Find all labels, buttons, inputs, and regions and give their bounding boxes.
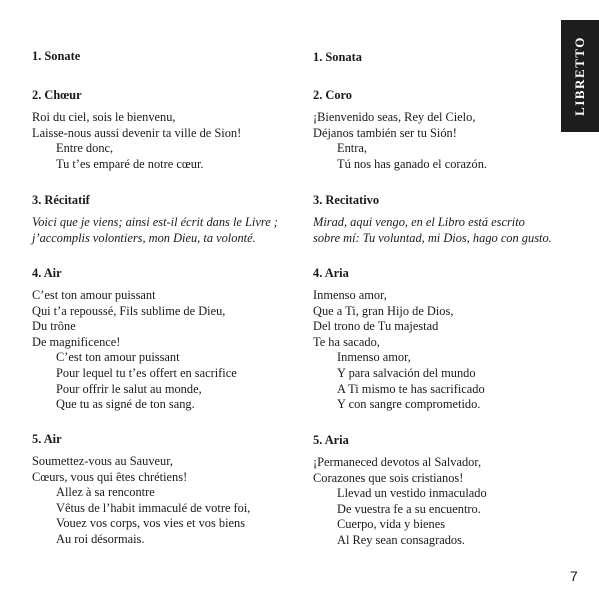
section-heading: 2. Chœur <box>32 88 82 102</box>
section-sonate <box>32 49 287 64</box>
section-heading: 4. Air <box>32 266 62 280</box>
section-coro <box>313 88 563 172</box>
section-heading: 3. Récitatif <box>32 193 90 207</box>
section-air-5 <box>32 432 287 548</box>
lyric-line: Entre donc, <box>56 141 114 156</box>
section-aria-4 <box>313 266 563 413</box>
lyric-line: Entra, <box>337 141 367 156</box>
section-heading: 1. Sonata <box>313 50 362 64</box>
lyric-line: Pour lequel tu t’es offert en sacrifice <box>56 365 237 380</box>
lyric-line: Voici que je viens; ainsi est-il écrit dans le Livre ; <box>32 215 278 229</box>
lyric-line: De vuestra fe a su encuentro. <box>337 501 481 516</box>
lyric-line: Vouez vos corps, vos vies et vos biens <box>56 516 246 531</box>
lyric-line: sobre mí: Tu voluntad, mi Dios, hago con gusto. <box>313 230 552 245</box>
lyric-line: Llevad un vestido inmaculado <box>337 486 487 501</box>
section-recitativo <box>313 193 563 246</box>
lyric-line: Corazones que sois cristianos! <box>313 470 464 485</box>
lyric-line: A Ti mismo te has sacrificado <box>337 381 485 396</box>
lyric-line: Cœurs, vous qui êtes chrétiens! <box>32 469 188 484</box>
lyric-line: Du trône <box>32 319 76 334</box>
lyric-line: Inmenso amor, <box>337 350 411 365</box>
lyric-line: Del trono de Tu majestad <box>313 319 439 334</box>
lyric-line: Inmenso amor, <box>313 288 387 302</box>
section-heading: 5. Air <box>32 432 62 446</box>
lyric-line: ¡Bienvenido seas, Rey del Cielo, <box>313 110 476 124</box>
lyric-line: Laisse-nous aussi devenir ta ville de Sion! <box>32 125 242 140</box>
lyric-line: Y con sangre comprometido. <box>337 397 481 412</box>
section-heading: 4. Aria <box>313 266 349 280</box>
lyric-line: C’est ton amour puissant <box>56 350 180 365</box>
libretto-tab-label: LIBRETTO <box>572 36 587 116</box>
lyric-line: Au roi désormais. <box>56 531 145 546</box>
lyric-line: Allez à sa rencontre <box>56 485 155 500</box>
lyric-line: C’est ton amour puissant <box>32 288 156 302</box>
section-heading: 3. Recitativo <box>313 193 380 207</box>
section-sonata <box>313 50 563 65</box>
libretto-side-tab <box>561 20 599 132</box>
lyric-line: De magnificence! <box>32 334 121 349</box>
lyric-line: Déjanos también ser tu Sión! <box>313 125 457 140</box>
section-recitatif <box>32 193 287 246</box>
lyric-line: Que a Ti, gran Hijo de Dios, <box>313 303 454 318</box>
lyric-line: j’accomplis volontiers, mon Dieu, ta volonté. <box>32 230 256 245</box>
lyric-line: Soumettez-vous au Sauveur, <box>32 454 173 468</box>
lyric-line: Tu t’es emparé de notre cœur. <box>56 156 204 171</box>
lyric-line: Pour offrir le salut au monde, <box>56 381 202 396</box>
lyric-line: Cuerpo, vida y bienes <box>337 517 446 532</box>
lyric-line: Y para salvación del mundo <box>337 365 476 380</box>
lyric-line: Al Rey sean consagrados. <box>337 532 466 547</box>
lyric-line: Qui t’a repoussé, Fils sublime de Dieu, <box>32 303 226 318</box>
section-air-4 <box>32 266 287 413</box>
section-heading: 2. Coro <box>313 88 353 102</box>
page-number: 7 <box>570 568 578 584</box>
lyric-line: ¡Permaneced devotos al Salvador, <box>313 455 482 469</box>
section-choeur <box>32 88 287 172</box>
section-aria-5 <box>313 433 563 549</box>
lyric-line: Te ha sacado, <box>313 334 380 349</box>
section-heading: 5. Aria <box>313 433 349 447</box>
lyric-line: Roi du ciel, sois le bienvenu, <box>32 110 176 124</box>
lyric-line: Tú nos has ganado el corazón. <box>337 156 488 171</box>
section-heading: 1. Sonate <box>32 49 81 63</box>
lyric-line: Mirad, aqui vengo, en el Libro está escrito <box>313 215 525 229</box>
lyric-line: Que tu as signé de ton sang. <box>56 397 195 412</box>
lyric-line: Vêtus de l’habit immaculé de votre foi, <box>56 500 251 515</box>
